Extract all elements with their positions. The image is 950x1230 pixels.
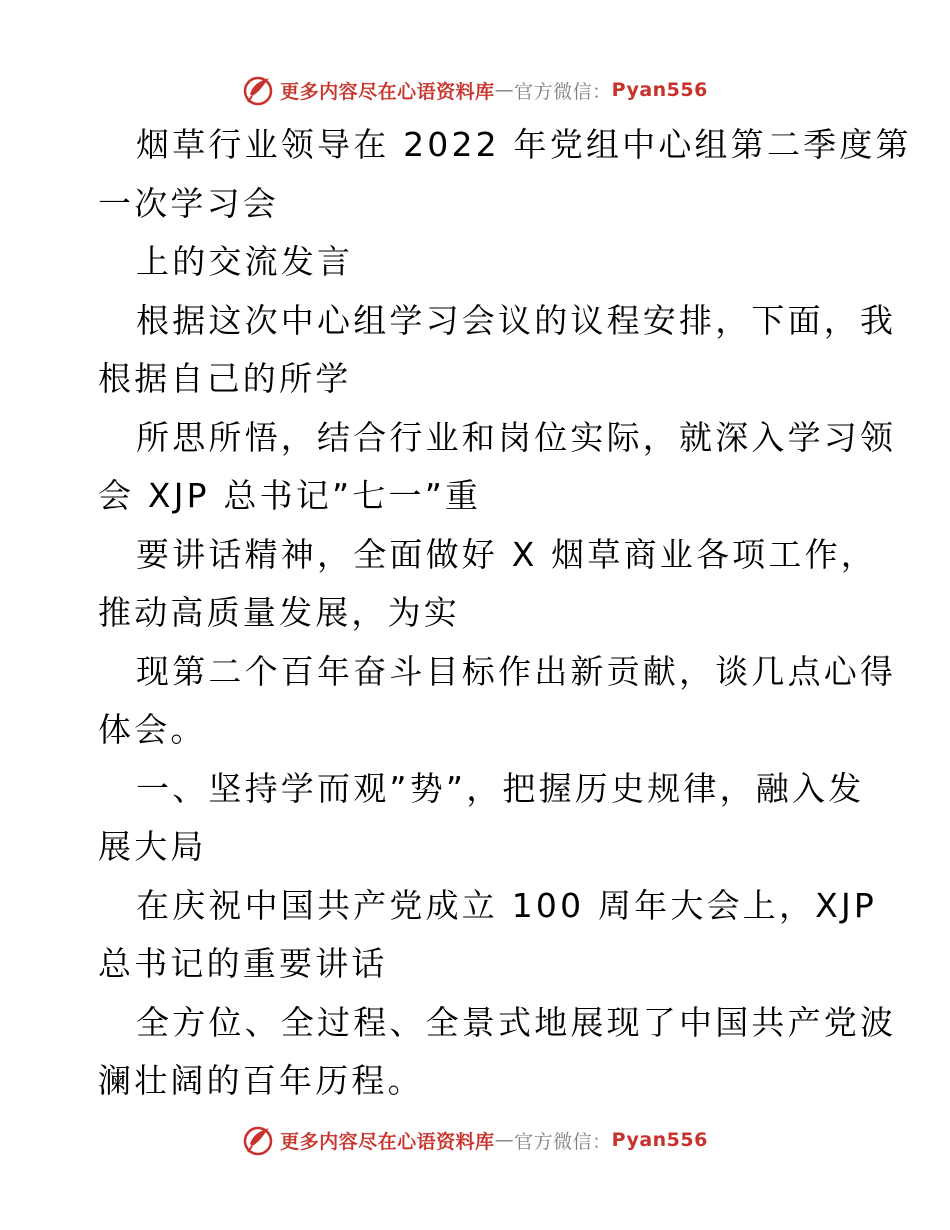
watermark-official-text: 官方微信： xyxy=(514,80,612,103)
text-line: 一、坚持学而观”势”，把握历史规律，融入发 xyxy=(136,768,865,808)
text-line: 一次学习会 xyxy=(98,183,279,223)
footer-watermark xyxy=(0,1120,950,1160)
text-line: 上的交流发言 xyxy=(136,242,354,281)
text-line: 在庆祝中国共产党成立 100 周年大会上，XJP xyxy=(136,885,878,925)
watermark-site-text: 更多内容尽在心语资料库 xyxy=(280,1130,495,1153)
text-line: 体会。 xyxy=(98,710,207,749)
watermark-site-text: 更多内容尽在心语资料库 xyxy=(280,80,495,103)
text-line: 所思所悟，结合行业和岗位实际，就深入学习领 xyxy=(136,417,897,457)
text-line: 会 XJP 总书记”七一”重 xyxy=(98,476,482,515)
watermark-dash: — xyxy=(494,1129,515,1151)
watermark-wechat-id: Pyan556 xyxy=(611,79,708,101)
text-line: 全方位、全过程、全景式地展现了中国共产党波 xyxy=(136,1002,897,1042)
watermark-dash: — xyxy=(494,79,515,101)
text-line: 根据这次中心组学习会议的议程安排，下面，我 xyxy=(136,300,897,340)
text-line: 澜壮阔的百年历程。 xyxy=(98,1061,424,1100)
header-watermark xyxy=(0,70,950,110)
text-line: 展大局 xyxy=(98,827,207,866)
text-line: 推动高质量发展，为实 xyxy=(98,593,460,632)
watermark-wechat-id: Pyan556 xyxy=(611,1129,708,1151)
document-body xyxy=(98,116,912,1111)
text-line: 现第二个百年奋斗目标作出新贡献，谈几点心得 xyxy=(136,651,897,691)
logo-icon xyxy=(242,1124,274,1156)
text-line: 烟草行业领导在 2022 年党组中心组第二季度第 xyxy=(136,125,912,164)
text-line: 总书记的重要讲话 xyxy=(98,944,388,983)
text-line: 要讲话精神，全面做好 X 烟草商业各项工作， xyxy=(136,534,877,574)
logo-icon xyxy=(242,74,274,106)
watermark-official-text: 官方微信： xyxy=(514,1130,612,1153)
text-line: 根据自己的所学 xyxy=(98,359,352,398)
